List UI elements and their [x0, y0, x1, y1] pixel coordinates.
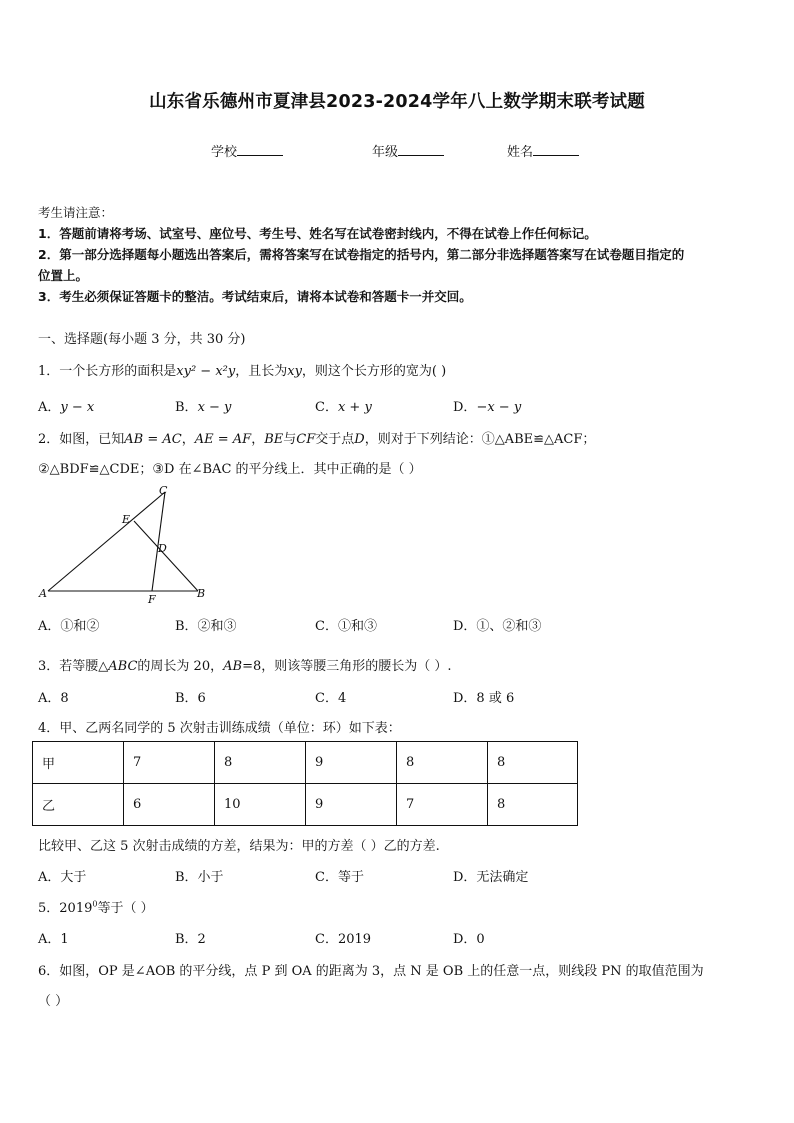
question-5: 5．2019$^0$等于（ ） — [38, 899, 154, 916]
table-row-jia — [33, 742, 578, 784]
q2-option-d[interactable]: D．①、②和③ — [453, 619, 542, 634]
question-3: 3．若等腰△ABC的周长为 20，AB=8，则该等腰三角形的腰长为（ ）. — [38, 659, 452, 674]
q2-option-c[interactable]: C．①和③ — [315, 619, 377, 634]
section-heading: 一、选择题(每小题 3 分，共 30 分) — [38, 332, 246, 347]
name-field — [507, 141, 579, 160]
q1-text-mid: ，且长为 — [235, 364, 288, 379]
notice-item-2-cont: 位置上。 — [38, 268, 89, 283]
school-label: 学校 — [211, 145, 238, 160]
table-cell: 9 — [306, 742, 397, 784]
question-4-compare: 比较甲、乙这 5 次射击成绩的方差，结果为：甲的方差（ ）乙的方差. — [38, 839, 440, 854]
notice-item-3: 3．考生必须保证答题卡的整洁。考试结束后，请将本试卷和答题卡一并交回。 — [38, 289, 472, 304]
q5-option-d[interactable]: D．0 — [453, 932, 485, 947]
q2-option-a[interactable]: A．①和② — [38, 619, 100, 634]
question-2: 2．如图，已知AB = AC，AE = AF，BE与CF交于点D，则对于下列结论：①△ABE≌△ACF； — [38, 432, 596, 447]
q4-option-a[interactable]: A．大于 — [38, 870, 87, 885]
label-f: F — [148, 593, 156, 606]
question-6: 6．如图，OP 是∠AOB 的平分线，点 P 到 OA 的距离为 3，点 N 是 OB 上的任意一点，则线段 PN 的取值范围为 — [38, 964, 704, 979]
table-cell: 8 — [397, 742, 488, 784]
school-field — [211, 141, 283, 160]
q1-option-d[interactable]: D．−x − y — [453, 400, 522, 415]
grade-field — [372, 141, 444, 160]
q1-option-b[interactable]: B．x − y — [175, 400, 232, 415]
q2-option-b[interactable]: B．②和③ — [175, 619, 237, 634]
q1-text: 1．一个长方形的面积是 — [38, 364, 177, 379]
question-1 — [38, 360, 446, 379]
table-cell: 7 — [397, 784, 488, 826]
table-cell: 8 — [215, 742, 306, 784]
score-table — [32, 741, 578, 826]
q1-area-expr: xy² − x²y — [176, 364, 236, 379]
grade-label: 年级 — [372, 145, 399, 160]
table-cell: 10 — [215, 784, 306, 826]
q1-length-expr: xy — [287, 364, 302, 379]
label-e: E — [122, 513, 131, 526]
table-cell: 甲 — [33, 742, 124, 784]
q3-option-c[interactable]: C．4 — [315, 691, 347, 706]
page-title: 山东省乐德州市夏津县2023-2024学年八上数学期末联考试题 — [149, 92, 645, 112]
notice-item-2: 2．第一部分选择题每小题选出答案后，需将答案写在试卷指定的括号内，第二部分非选择题答案写在试卷题目指定的 — [38, 247, 685, 262]
q1-option-c[interactable]: C．x + y — [315, 400, 372, 415]
table-cell: 9 — [306, 784, 397, 826]
question-6-line2: （ ） — [38, 994, 69, 1009]
notice-heading: 考生请注意： — [38, 205, 114, 220]
triangle-figure — [30, 483, 220, 608]
name-label: 姓名 — [507, 145, 534, 160]
table-cell: 7 — [124, 742, 215, 784]
grade-blank — [398, 143, 444, 156]
q4-option-d[interactable]: D．无法确定 — [453, 870, 529, 885]
table-cell: 8 — [488, 742, 578, 784]
table-cell: 6 — [124, 784, 215, 826]
q4-option-c[interactable]: C．等于 — [315, 870, 364, 885]
q5-exponent: 0 — [92, 899, 98, 909]
label-d: D — [158, 542, 167, 555]
q3-option-a[interactable]: A．8 — [38, 691, 69, 706]
label-a: A — [39, 587, 47, 600]
q1-option-a[interactable]: A．y − x — [38, 400, 95, 415]
table-cell: 8 — [488, 784, 578, 826]
table-row-yi — [33, 784, 578, 826]
q4-option-b[interactable]: B．小于 — [175, 870, 224, 885]
table-cell: 乙 — [33, 784, 124, 826]
q5-option-c[interactable]: C．2019 — [315, 932, 372, 947]
school-blank — [237, 143, 283, 156]
q1-text-post: ，则这个长方形的宽为( ) — [301, 364, 447, 379]
label-b: B — [197, 587, 206, 600]
q5-option-b[interactable]: B．2 — [175, 932, 206, 947]
notice-item-1: 1．答题前请将考场、试室号、座位号、考生号、姓名写在试卷密封线内，不得在试卷上作任何标记。 — [38, 226, 597, 241]
question-4: 4．甲、乙两名同学的 5 次射击训练成绩（单位：环）如下表： — [38, 721, 401, 736]
label-c: C — [159, 484, 168, 497]
name-blank — [533, 143, 579, 156]
question-2-line2: ②△BDF≌△CDE；③D 在∠BAC 的平分线上．其中正确的是（ ） — [38, 462, 422, 477]
q3-option-b[interactable]: B．6 — [175, 691, 206, 706]
q3-option-d[interactable]: D．8 或 6 — [453, 691, 515, 706]
q5-option-a[interactable]: A．1 — [38, 932, 69, 947]
